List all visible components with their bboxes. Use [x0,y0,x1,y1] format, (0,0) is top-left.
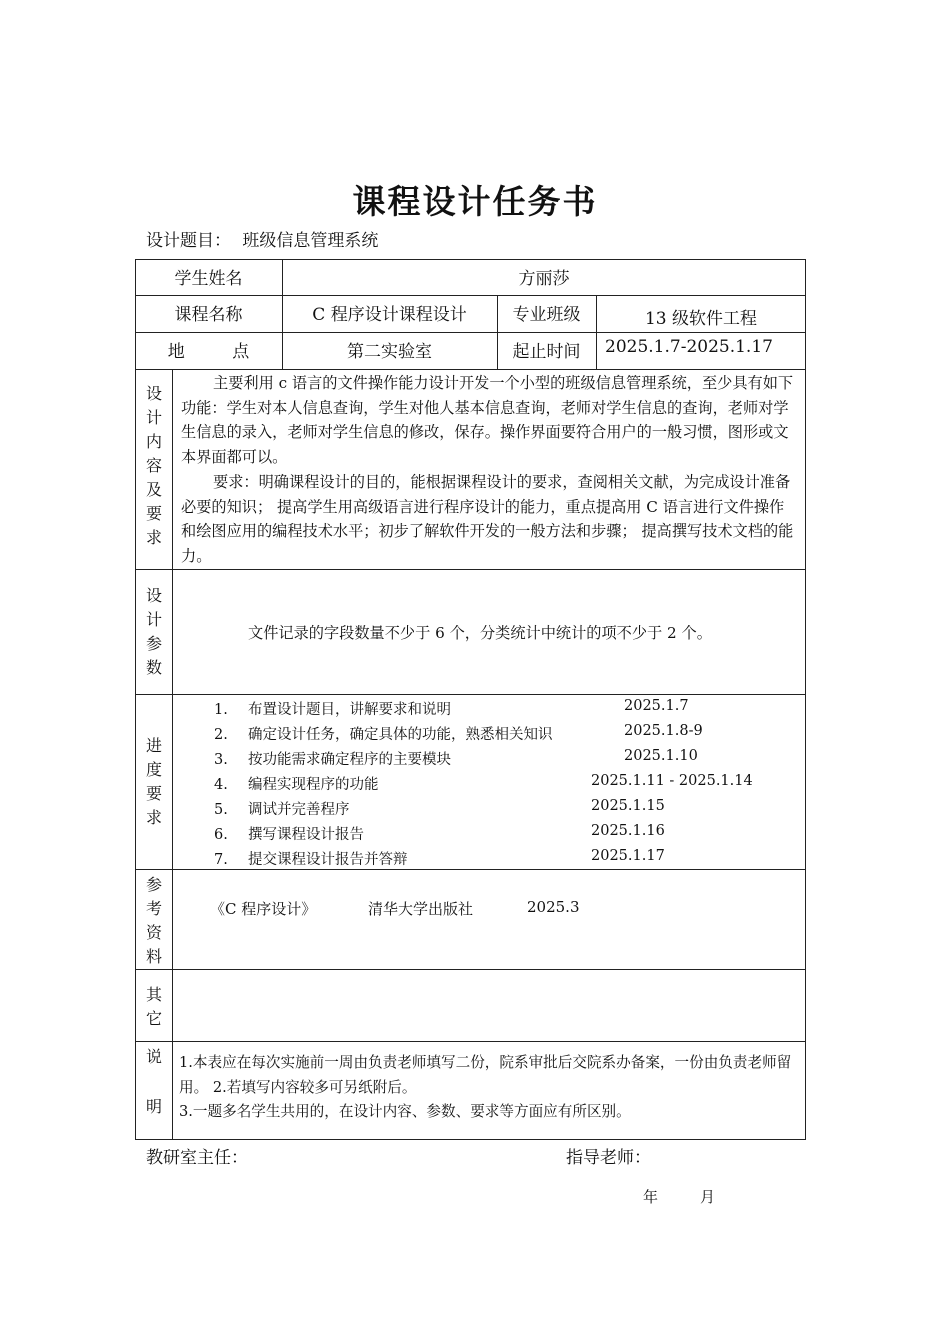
schedule-item: 1. 布置设计题目，讲解要求和说明 [214,702,451,718]
major-label: 专业班级 [512,305,581,325]
schedule-date: 2025.1.10 [624,748,698,764]
design-topic-value: 班级信息管理系统 [242,231,379,251]
schedule-date: 2025.1.8-9 [624,723,703,739]
schedule-item: 2. 确定设计任务，确定具体的功能，熟悉相关知识 [214,727,553,743]
location: 第二实验室 [347,342,432,362]
params-text: 文件记录的字段数量不少于 6 个，分类统计中统计的项不少于 2 个。 [248,624,712,642]
schedule-date: 2025.1.16 [591,823,665,839]
student-name-label: 学生姓名 [174,269,243,289]
schedule-item: 6. 撰写课程设计报告 [214,827,364,843]
period-label: 起止时间 [512,342,581,362]
schedule-date: 2025.1.7 [624,698,689,714]
year-label: 年 [643,1188,659,1206]
schedule-section-label: 进 度 要 求 [145,736,162,827]
row-divider [135,332,806,333]
references-section-label: 参 考 资 料 [145,875,162,966]
page-title: 课程设计任务书 [352,182,598,221]
schedule-item: 3. 按功能需求确定程序的主要模块 [214,752,451,768]
schedule-date: 2025.1.11 - 2025.1.14 [591,773,753,789]
course-name: C 程序设计课程设计 [312,305,467,325]
major-class: 13 级软件工程 [644,309,758,329]
notes-line-1: 1.本表应在每次实施前一周由负责老师填写二份，院系审批后交院系办备案，一份由负责老师留用。 2.若填写内容较多可另纸附后。 [179,1054,792,1096]
design-topic [146,226,378,251]
schedule-item: 4. 编程实现程序的功能 [214,777,379,793]
reference-publisher: 清华大学出版社 [368,900,474,918]
period: 2025.1.7-2025.1.17 [605,337,773,357]
director-signature-label: 教研室主任： [146,1148,248,1168]
row-divider [135,694,806,695]
location-label: 地 点 [167,342,250,362]
schedule-item: 7. 提交课程设计报告并答辩 [214,852,408,868]
notes-section-label: 说 明 [145,1047,162,1116]
student-name: 方丽莎 [518,269,570,289]
course-label: 课程名称 [174,305,243,325]
reference-book: 《C 程序设计》 [210,900,317,918]
content-paragraph-2: 要求：明确课程设计的目的，能根据课程设计的要求，查阅相关文献，为完成设计准备必要的知识； 提高学生用高级语言进行程序设计的能力，重点提高用 C 语言进行文件操作和绘图应用的编程技术水平；初步了解软件开发的一般方法和步骤； 提高撰写技术文档的能力。 [181,473,794,565]
params-section-label: 设 计 参 数 [145,586,162,677]
row-divider [135,295,806,296]
row-divider [135,1041,806,1042]
content-paragraph-1: 主要利用 c 语言的文件操作能力设计开发一个小型的班级信息管理系统，至少具有如下功能：学生对本人信息查询，学生对他人基本信息查询，老师对学生信息的查询，老师对学生信息的录入，老师对学生信息的修改，保存。操作界面要符合用户的一般习惯，图形或文本界面都可以。 [181,374,794,466]
other-section-label: 其 它 [145,985,162,1028]
notes-line-2: 3.一题多名学生共用的，在设计内容、参数、要求等方面应有所区别。 [179,1103,631,1120]
row-divider [135,369,806,370]
content-section-label: 设 计 内 容 及 要 求 [145,384,162,547]
schedule-item: 5. 调试并完善程序 [214,802,350,818]
row-divider [135,869,806,870]
row-divider [135,969,806,970]
month-label: 月 [700,1188,716,1206]
reference-year: 2025.3 [527,898,580,916]
schedule-date: 2025.1.17 [591,848,665,864]
advisor-signature-label: 指导老师： [566,1148,651,1168]
col-divider [172,369,173,1140]
design-topic-label: 设计题目： [146,231,231,251]
schedule-date: 2025.1.15 [591,798,665,814]
row-divider [135,569,806,570]
